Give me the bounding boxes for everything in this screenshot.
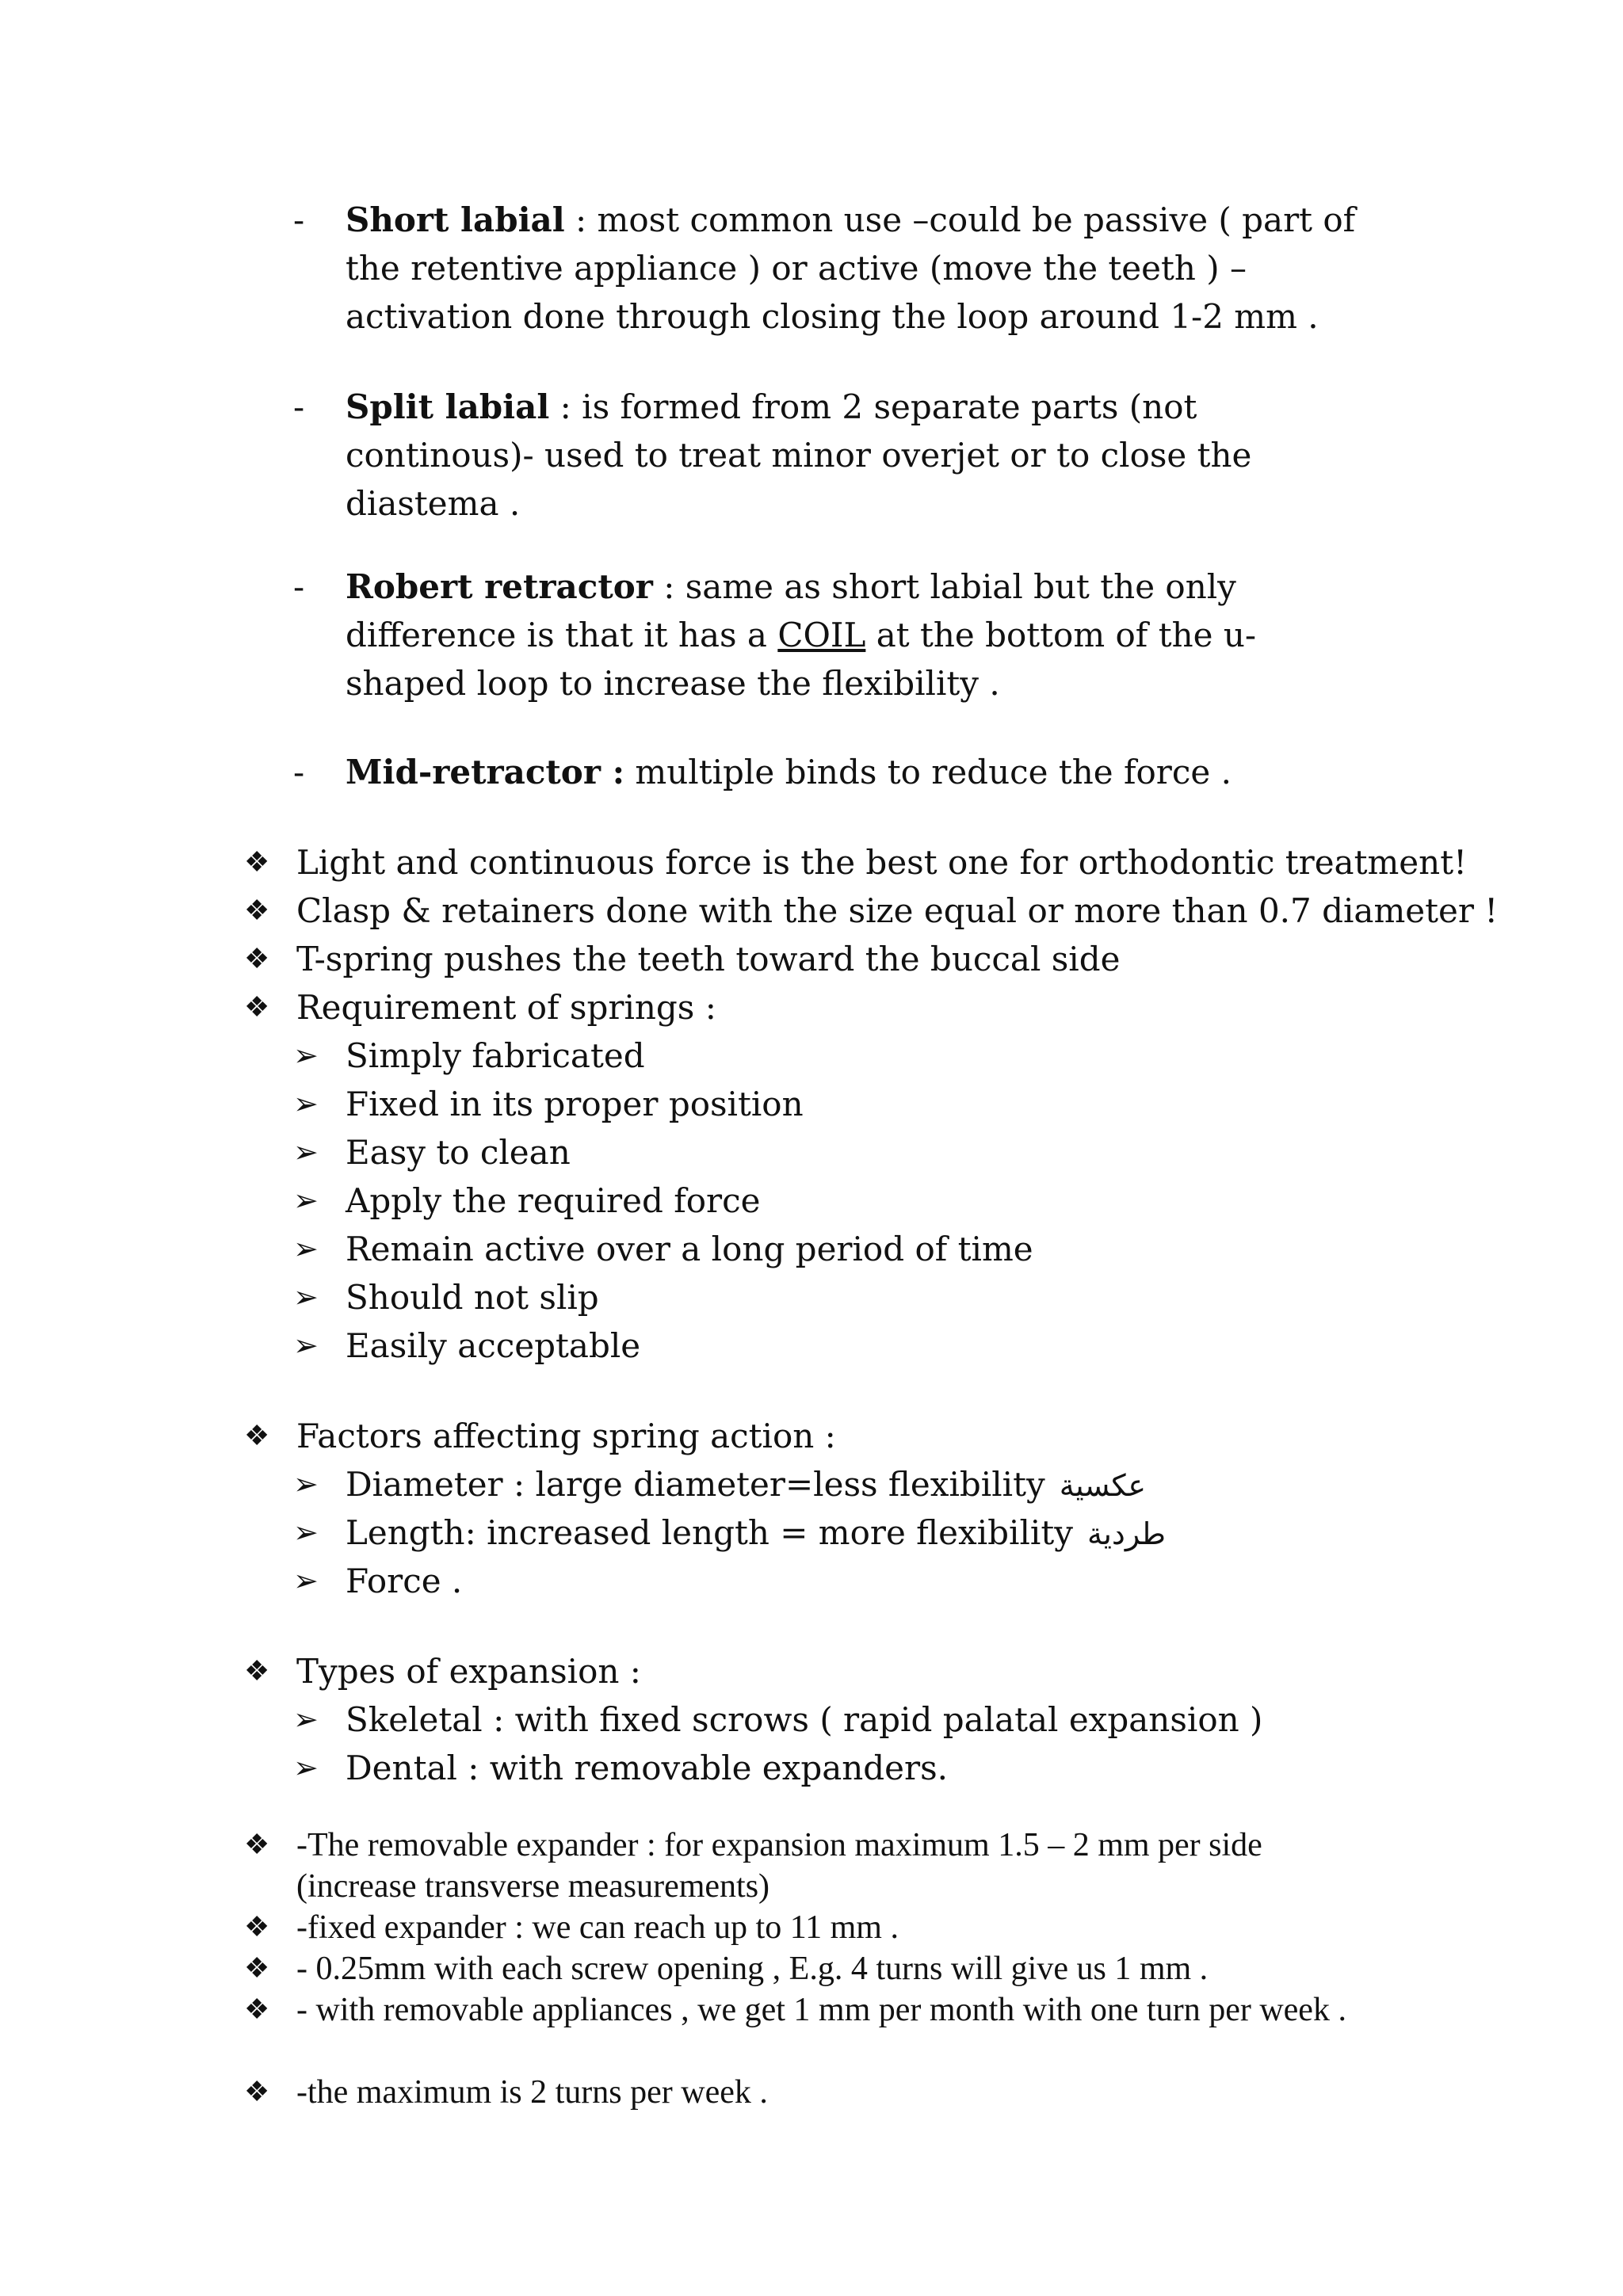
factor-text: Diameter : large diameter=less flexibility [346,1465,1045,1504]
factor-text: Force . [346,1562,463,1600]
arrow-bullet-icon: ➢ [293,1135,319,1169]
requirement-text: Easily acceptable [346,1326,641,1365]
requirement-text: Simply fabricated [346,1036,645,1075]
expansion-type-text: Dental : with removable expanders. [346,1749,949,1787]
note-text: -The removable expander : for expansion maximum 1.5 – 2 mm per side (increase transverse measurements) [296,1827,1262,1905]
factors-heading: Factors affecting spring action : [296,1417,836,1455]
diamond-bullet-icon: ❖ [244,943,270,975]
robert-desc-before: : same as short labial but the only difference is that it has a [346,567,1236,654]
list-item [293,1273,1387,1322]
list-item [244,983,1385,1032]
diamond-bullet-icon: ❖ [244,991,270,1024]
dash-mark: - [293,387,305,426]
arrow-bullet-icon: ➢ [293,1563,319,1598]
expansion-heading-item [244,1647,1385,1695]
note-text: - with removable appliances , we get 1 mm per month with one turn per week . [296,1992,1346,2028]
arrow-bullet-icon: ➢ [293,1702,319,1737]
list-item [293,1322,1387,1370]
list-item [244,887,1499,935]
factor-row [346,1460,1146,1510]
diamond-bullet-icon: ❖ [244,1655,270,1688]
list-item [244,935,1385,983]
list-item [293,1080,1387,1128]
requirement-text: Should not slip [346,1278,599,1317]
diamond-bullet-icon: ❖ [244,1993,270,2026]
requirement-text: Remain active over a long period of time [346,1230,1033,1268]
arrow-bullet-icon: ➢ [293,1231,319,1266]
factors-heading-item [244,1412,1385,1460]
expansion-type-text: Skeletal : with fixed scrows ( rapid palatal expansion ) [346,1700,1263,1739]
arrow-bullet-icon: ➢ [293,1183,319,1218]
factor-arabic-note: طردية [1086,1516,1167,1551]
robert-retractor-text [346,563,1376,707]
list-item [293,1032,1387,1080]
arrow-bullet-icon: ➢ [293,1750,319,1785]
requirement-text: Easy to clean [346,1133,571,1172]
dash-mark: - [293,200,305,239]
short-labial-text [346,196,1376,341]
dash-mark: - [293,567,305,606]
coil-underlined: COIL [777,616,866,654]
term-mid-retractor: Mid-retractor : [346,753,625,791]
requirement-text: Apply the required force [346,1181,761,1220]
split-labial-text [346,383,1376,528]
note-text: -fixed expander : we can reach up to 11 mm . [296,1909,899,1946]
list-item [293,1225,1387,1273]
requirement-text: Fixed in its proper position [346,1085,804,1123]
dash-mark: - [293,753,305,791]
bullet-text: Light and continuous force is the best one for orthodontic treatment! [296,843,1467,882]
term-short-labial: Short labial [346,200,565,239]
arrow-bullet-icon: ➢ [293,1038,319,1073]
list-item [293,1744,1387,1792]
diamond-bullet-icon: ❖ [244,1911,270,1943]
list-item [293,1695,1387,1744]
list-item [293,1508,1387,1557]
factor-row [346,1508,1166,1558]
bullet-text: Clasp & retainers done with the size equal or more than 0.7 diameter ! [296,891,1499,930]
note-text: -the maximum is 2 turns per week . [296,2074,768,2111]
note-text: - 0.25mm with each screw opening , E.g. 4 turns will give us 1 mm . [296,1951,1209,1987]
bullet-text: T-spring pushes the teeth toward the buccal side [296,940,1121,978]
expansion-heading: Types of expansion : [296,1652,641,1691]
diamond-bullet-icon: ❖ [244,894,270,927]
diamond-bullet-icon: ❖ [244,846,270,879]
robert-desc-after: at the bottom of the u-shaped loop to increase the flexibility . [346,616,1257,703]
short-labial-desc: : most common use –could be passive ( part of the retentive appliance ) or active (move the teeth ) – activation done through closing the loop around 1-2 mm . [346,200,1356,336]
arrow-bullet-icon: ➢ [293,1466,319,1501]
arrow-bullet-icon: ➢ [293,1515,319,1550]
bullet-text: Requirement of springs : [296,988,716,1027]
diamond-bullet-icon: ❖ [244,1829,270,1861]
mid-retractor-desc: multiple binds to reduce the force . [624,753,1232,791]
diamond-bullet-icon: ❖ [244,2076,270,2108]
arrow-bullet-icon: ➢ [293,1328,319,1363]
list-item [293,1128,1387,1177]
diamond-bullet-icon: ❖ [244,1420,270,1452]
arrow-bullet-icon: ➢ [293,1086,319,1121]
split-labial-desc: : is formed from 2 separate parts (not continous)- used to treat minor overjet or to close the diastema . [346,387,1252,523]
list-item [293,1460,1387,1508]
diamond-bullet-icon: ❖ [244,1952,270,1985]
factor-arabic-note: عكسية [1059,1468,1147,1503]
factor-text: Length: increased length = more flexibility [346,1513,1073,1552]
term-robert-retractor: Robert retractor [346,567,653,606]
list-item [293,1557,1387,1605]
list-item [244,838,1467,887]
mid-retractor-text [346,748,1376,796]
arrow-bullet-icon: ➢ [293,1280,319,1314]
term-split-labial: Split labial [346,387,550,426]
list-item [293,1177,1387,1225]
